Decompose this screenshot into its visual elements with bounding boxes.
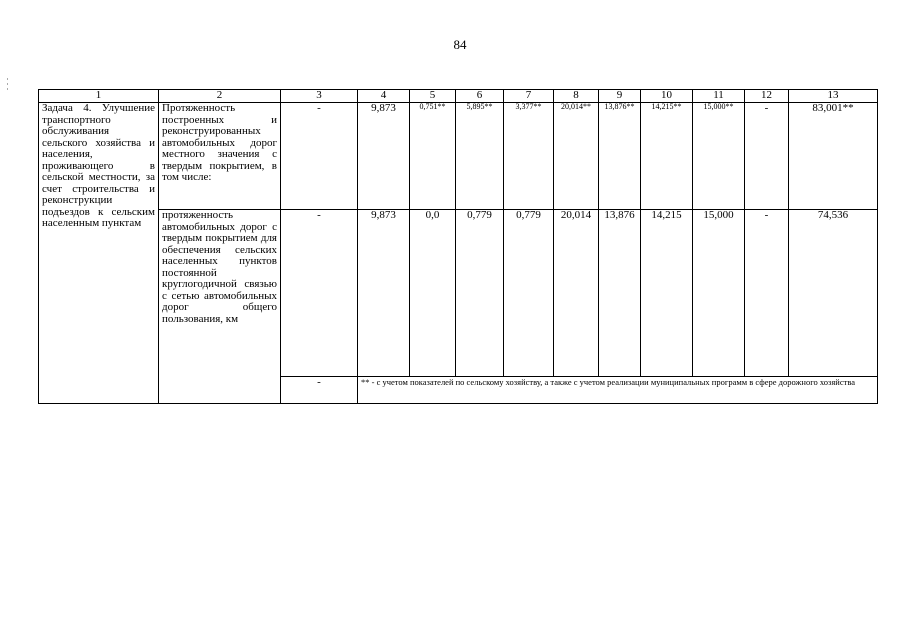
value-cell: 9,873 [358, 210, 410, 377]
scan-margin-mark [7, 78, 9, 94]
value-cell: 0,0 [410, 210, 456, 377]
value-cell: 5,895** [456, 103, 504, 210]
value-cell: 14,215** [641, 103, 693, 210]
value-cell: - [281, 377, 358, 404]
value-cell: 20,014** [554, 103, 599, 210]
table-row [39, 210, 878, 377]
header-cell: 6 [456, 90, 504, 103]
value-cell: 20,014 [554, 210, 599, 377]
table-header-row [39, 90, 878, 103]
value-cell: 15,000** [693, 103, 745, 210]
header-cell: 1 [39, 90, 159, 103]
header-cell: 4 [358, 90, 410, 103]
footnote-cell: ** - с учетом показателей по сельскому хозяйству, а также с учетом реализации муниципальных программ в сфере дорожного хозяйства [358, 377, 878, 404]
task-description-cell: Задача 4. Улучшение транспортного обслуживания сельского хозяйства и населения, проживающего в сельской местности, за счет строительства и реконструкции подъездов к сельским населенным пунктам [39, 103, 159, 404]
header-cell: 3 [281, 90, 358, 103]
value-cell: 0,779 [504, 210, 554, 377]
header-cell: 7 [504, 90, 554, 103]
value-cell: 3,377** [504, 103, 554, 210]
program-indicators-table [38, 89, 878, 404]
value-cell: - [745, 210, 789, 377]
page-number: 84 [453, 37, 467, 52]
header-cell: 5 [410, 90, 456, 103]
value-cell: 13,876 [599, 210, 641, 377]
table-row [39, 103, 878, 210]
value-cell: - [745, 103, 789, 210]
value-cell: 15,000 [693, 210, 745, 377]
value-cell: 83,001** [789, 103, 878, 210]
value-cell: 74,536 [789, 210, 878, 377]
value-cell: - [281, 210, 358, 377]
header-cell: 13 [789, 90, 878, 103]
value-cell: 9,873 [358, 103, 410, 210]
value-cell: 0,779 [456, 210, 504, 377]
value-cell: 0,751** [410, 103, 456, 210]
header-cell: 11 [693, 90, 745, 103]
header-cell: 12 [745, 90, 789, 103]
indicator-subitem-cell: протяженность автомобильных дорог с твердым покрытием для обеспечения сельских населенных пунктов постоянной круглогодичной связью с сетью автомобильных дорог общего пользования, км [159, 210, 281, 404]
indicator-total-cell: Протяженность построенных и реконструированных автомобильных дорог местного значения с твердым покрытием, в том числе: [159, 103, 281, 210]
header-cell: 8 [554, 90, 599, 103]
value-cell: 13,876** [599, 103, 641, 210]
header-cell: 10 [641, 90, 693, 103]
header-cell: 2 [159, 90, 281, 103]
value-cell: - [281, 103, 358, 210]
value-cell: 14,215 [641, 210, 693, 377]
header-cell: 9 [599, 90, 641, 103]
